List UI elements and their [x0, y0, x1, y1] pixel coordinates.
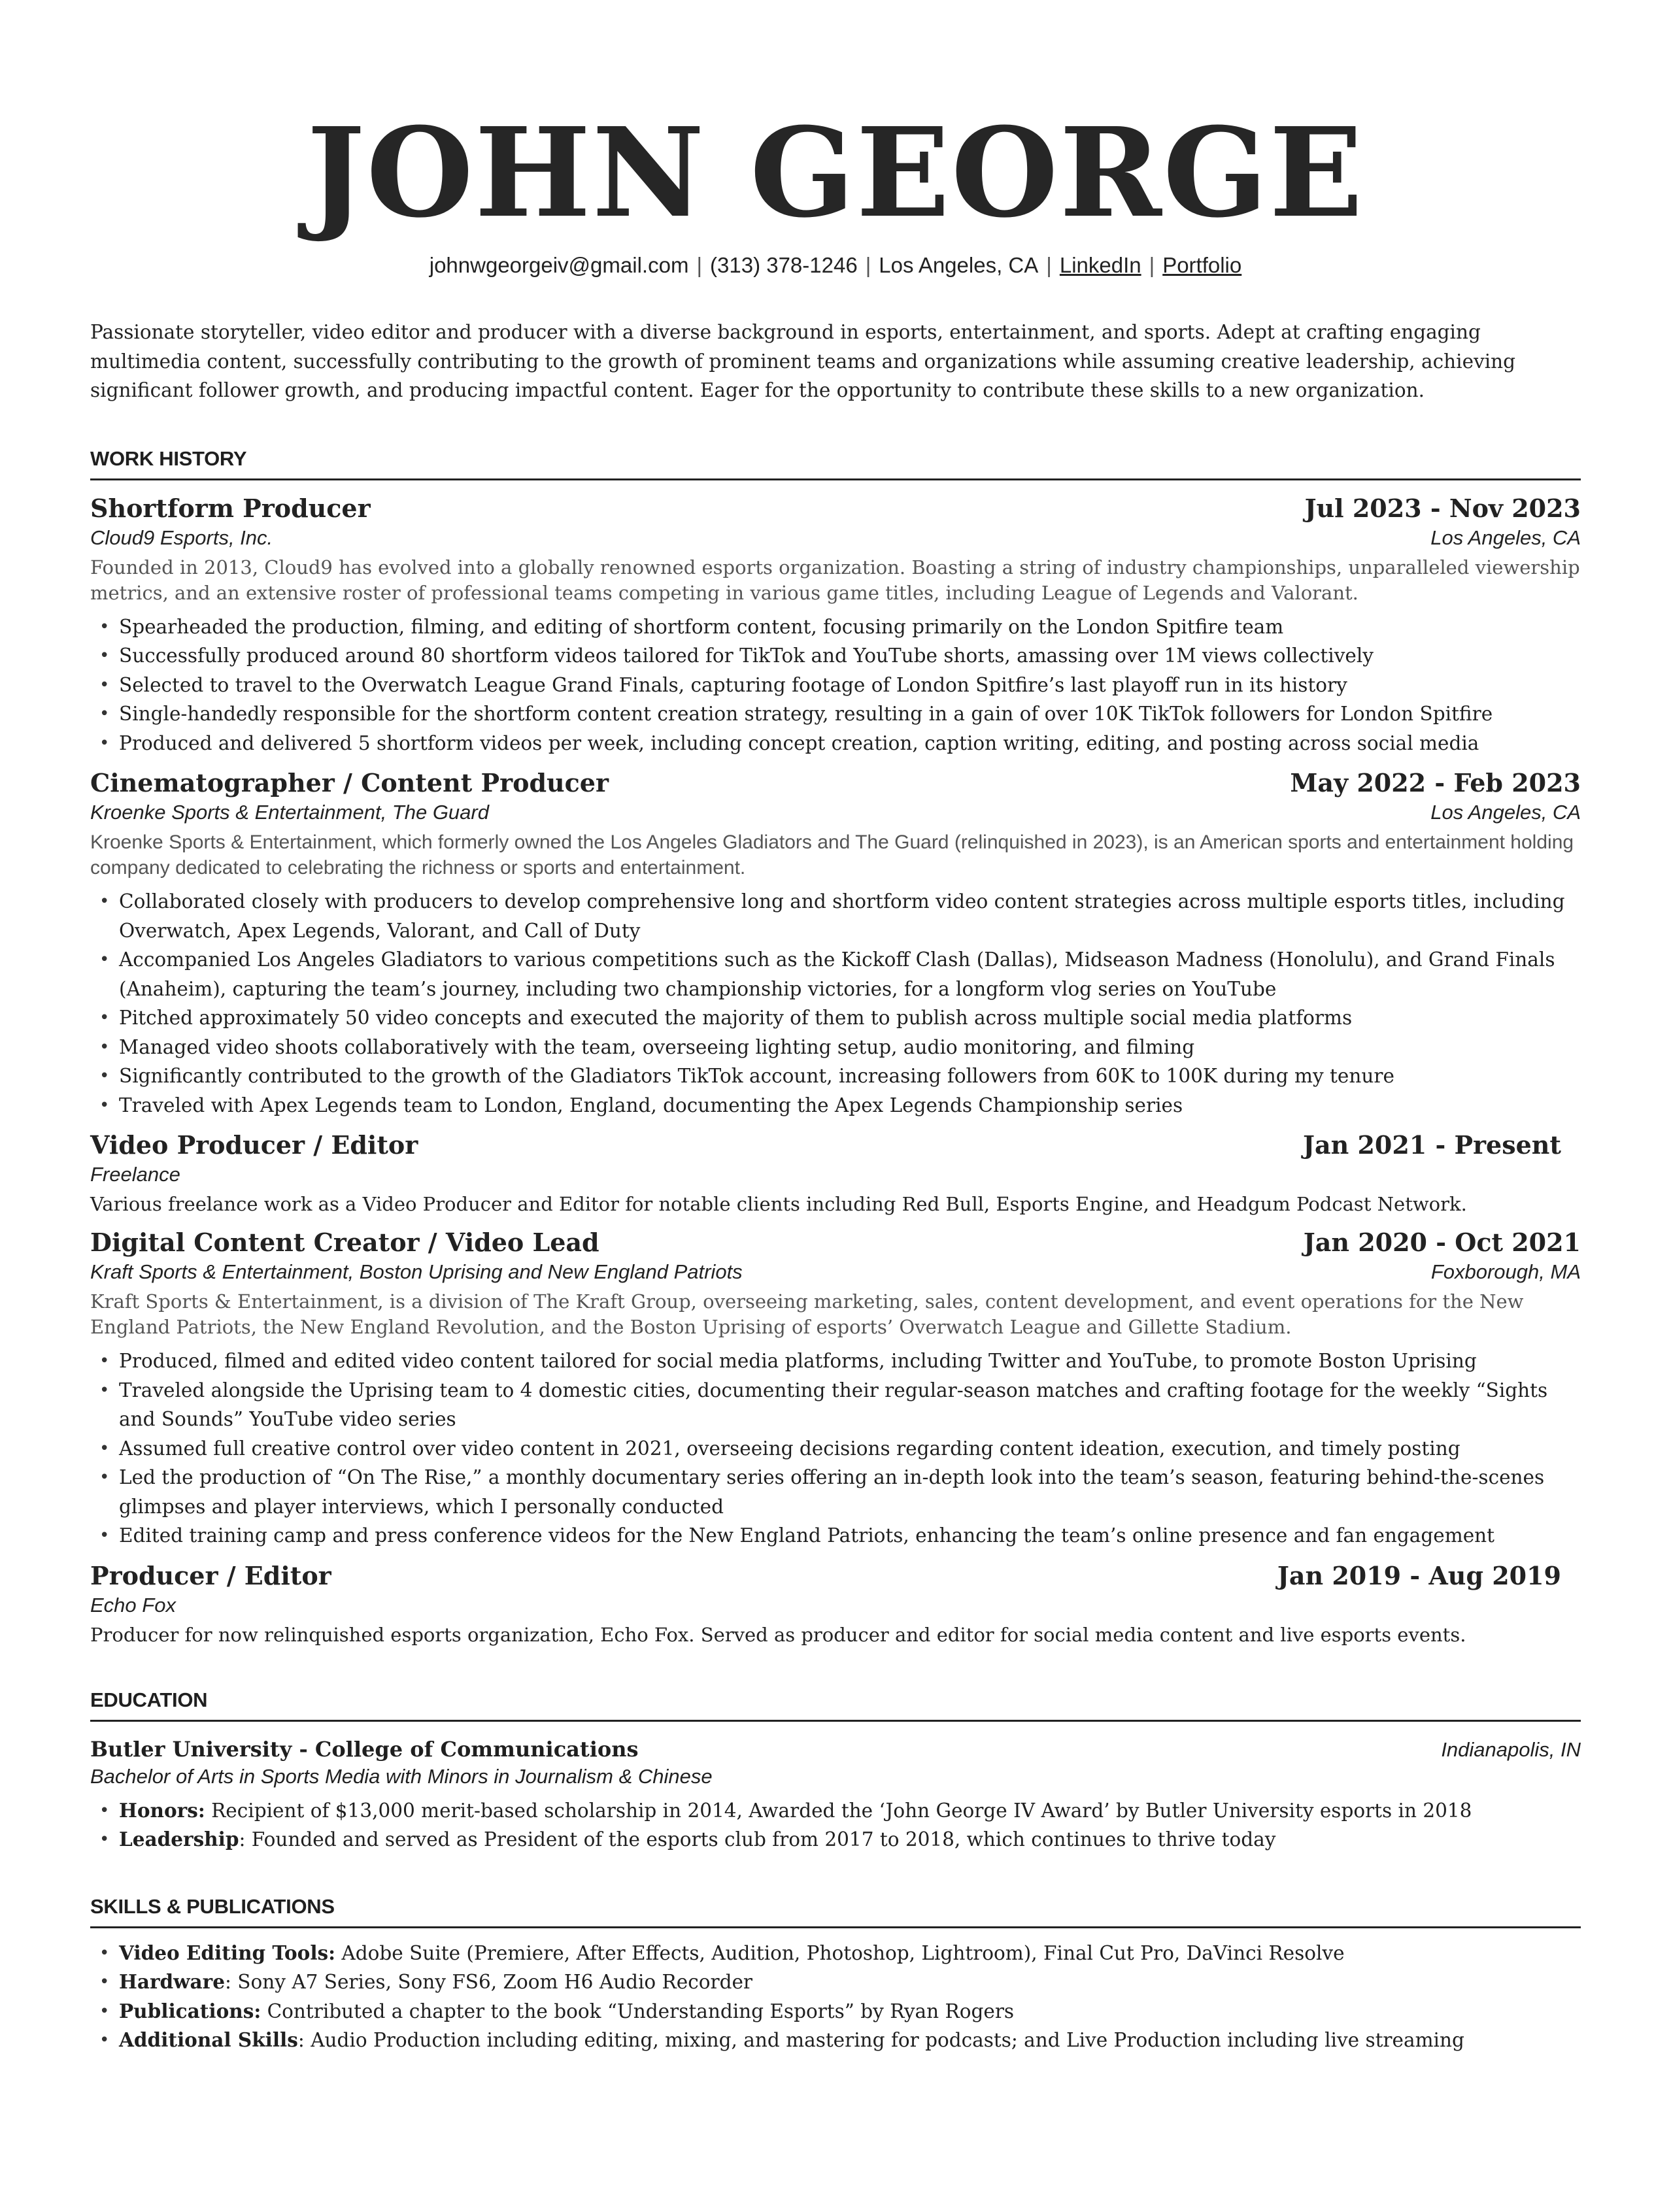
- bullet-text: Contributed a chapter to the book “Understanding Esports” by Ryan Rogers: [261, 2000, 1015, 2022]
- bullet-lead: Publications:: [119, 1999, 262, 2022]
- job-description: Kroenke Sports & Entertainment, which formerly owned the Los Angeles Gladiators and The Guard (relinquished in 2023), is an American sports and entertainment holding company dedicated to celebrating the richness or sports and entertainment.: [90, 831, 1574, 879]
- portfolio-link[interactable]: Portfolio: [1162, 253, 1242, 277]
- list-item: [90, 1796, 1581, 1826]
- job-bullets: [90, 887, 1581, 1120]
- job-location: Los Angeles, CA: [1430, 801, 1581, 824]
- job-organization: Echo Fox: [90, 1593, 176, 1617]
- list-item: • Selected to travel to the Overwatch League Grand Finals, capturing footage of London Spitfire’s last playoff run in its history: [90, 671, 1581, 700]
- job-dates: Jan 2020 - Oct 2021: [1303, 1228, 1581, 1257]
- contact-location: Los Angeles, CA: [879, 253, 1039, 277]
- work-history-heading: WORK HISTORY: [90, 446, 1581, 480]
- list-item: • Significantly contributed to the growth of the Gladiators TikTok account, increasing followers from 60K to 100K during my tenure: [90, 1062, 1581, 1091]
- job-title: Cinematographer / Content Producer: [90, 768, 609, 797]
- job-organization: Kraft Sports & Entertainment, Boston Uprising and New England Patriots: [90, 1260, 743, 1283]
- bullet-lead: Additional Skills: [119, 2028, 298, 2051]
- linkedin-link[interactable]: LinkedIn: [1059, 253, 1141, 277]
- job-title: Shortform Producer: [90, 493, 371, 523]
- list-item: [90, 1825, 1581, 1854]
- contact-email[interactable]: johnwgeorgeiv@gmail.com: [429, 253, 689, 277]
- contact-separator: |: [1046, 253, 1052, 277]
- job-location: Foxborough, MA: [1430, 1260, 1581, 1283]
- bullet-lead: Leadership: [119, 1828, 239, 1851]
- list-item: [90, 1968, 1581, 1997]
- list-item: • Managed video shoots collaboratively with the team, overseeing lighting setup, audio monitoring, and filming: [90, 1033, 1581, 1062]
- list-item: • Led the production of “On The Rise,” a monthly documentary series offering an in-depth look into the team’s season, featuring behind-the-scenes glimpses and player interviews, which I personally conducted: [90, 1463, 1581, 1521]
- job-title: Digital Content Creator / Video Lead: [90, 1228, 599, 1257]
- job-organization: Cloud9 Esports, Inc.: [90, 526, 273, 549]
- bullet-text: : Sony A7 Series, Sony FS6, Zoom H6 Audio Recorder: [224, 1971, 753, 1993]
- bullet-lead: Honors:: [119, 1798, 205, 1822]
- job-bullets: [90, 612, 1581, 758]
- education-heading: EDUCATION: [90, 1687, 1581, 1722]
- degree: Bachelor of Arts in Sports Media with Minors in Journalism & Chinese: [90, 1764, 713, 1788]
- bullet-text: Recipient of $13,000 merit-based scholarship in 2014, Awarded the ‘John George IV Award’ by Butler University esports in 2018: [205, 1799, 1472, 1822]
- job-dates: Jul 2023 - Nov 2023: [1304, 493, 1581, 523]
- job-entry: [90, 1226, 1581, 1550]
- bullet-text: : Audio Production including editing, mixing, and mastering for podcasts; and Live Production including live streaming: [297, 2029, 1464, 2051]
- contact-separator: |: [1149, 253, 1155, 277]
- contact-separator: |: [865, 253, 871, 277]
- job-bullets: [90, 1347, 1581, 1550]
- list-item: • Traveled alongside the Uprising team to 4 domestic cities, documenting their regular-season matches and crafting footage for the weekly “Sights and Sounds” YouTube video series: [90, 1376, 1581, 1434]
- education-bullets: [90, 1796, 1581, 1854]
- job-title: Producer / Editor: [90, 1560, 331, 1590]
- job-entry: [90, 1560, 1581, 1648]
- contact-phone[interactable]: (313) 378-1246: [710, 253, 858, 277]
- skills-heading: SKILLS & PUBLICATIONS: [90, 1894, 1581, 1928]
- job-description: Producer for now relinquished esports organization, Echo Fox. Served as producer and editor for social media content and live esports events.: [90, 1623, 1466, 1646]
- list-item: • Traveled with Apex Legends team to London, England, documenting the Apex Legends Championship series: [90, 1091, 1581, 1120]
- list-item: • Assumed full creative control over video content in 2021, overseeing decisions regarding content ideation, execution, and timely posting: [90, 1434, 1581, 1464]
- job-description: Various freelance work as a Video Producer and Editor for notable clients including Red Bull, Esports Engine, and Headgum Podcast Network.: [90, 1193, 1467, 1215]
- job-organization: Kroenke Sports & Entertainment, The Guard: [90, 801, 489, 824]
- list-item: [90, 2026, 1581, 2055]
- job-entry: [90, 492, 1581, 758]
- school-name: Butler University - College of Communications: [90, 1736, 639, 1762]
- list-item: • Edited training camp and press conference videos for the New England Patriots, enhancing the team’s online presence and fan engagement: [90, 1521, 1581, 1550]
- list-item: • Collaborated closely with producers to develop comprehensive long and shortform video content strategies across multiple esports titles, including Overwatch, Apex Legends, Valorant, and Call of Duty: [90, 887, 1581, 945]
- contact-separator: |: [696, 253, 703, 277]
- list-item: • Accompanied Los Angeles Gladiators to various competitions such as the Kickoff Clash (Dallas), Midseason Madness (Honolulu), and Grand Finals (Anaheim), capturing the team’s journey, including two championship victories, for a longform vlog series on YouTube: [90, 945, 1581, 1003]
- bullet-lead: Hardware: [119, 1970, 225, 1993]
- job-dates: May 2022 - Feb 2023: [1290, 768, 1581, 797]
- bullet-text: : Founded and served as President of the esports club from 2017 to 2018, which continues to thrive today: [239, 1828, 1276, 1851]
- list-item: • Spearheaded the production, filming, and editing of shortform content, focusing primarily on the London Spitfire team: [90, 612, 1581, 642]
- professional-summary: Passionate storyteller, video editor and producer with a diverse background in esports, entertainment, and sports. Adept at crafting engaging multimedia content, successfully contributing to the growth of prominent teams and organizations while assuming creative leadership, achieving significant follower growth, and producing impactful content. Eager for the opportunity to contribute these skills to a new organization.: [90, 321, 1516, 401]
- list-item: • Pitched approximately 50 video concepts and executed the majority of them to publish across multiple social media platforms: [90, 1003, 1581, 1033]
- candidate-name: JOHN GEORGE: [307, 101, 1364, 245]
- job-dates: Jan 2021 - Present: [1303, 1130, 1561, 1160]
- job-location: Los Angeles, CA: [1430, 526, 1581, 549]
- bullet-text: Adobe Suite (Premiere, After Effects, Audition, Photoshop, Lightroom), Final Cut Pro, DaVinci Resolve: [335, 1941, 1345, 1964]
- contact-line: [90, 251, 1581, 280]
- skills-bullets: [90, 1939, 1581, 2055]
- list-item: [90, 1939, 1581, 1968]
- job-entry: [90, 767, 1581, 1120]
- list-item: • Produced, filmed and edited video content tailored for social media platforms, including Twitter and YouTube, to promote Boston Uprising: [90, 1347, 1581, 1376]
- list-item: [90, 1997, 1581, 2026]
- job-dates: Jan 2019 - Aug 2019: [1277, 1560, 1561, 1590]
- job-description: Kraft Sports & Entertainment, is a division of The Kraft Group, overseeing marketing, sales, content development, and event operations for the New England Patriots, the New England Revolution, and the Boston Uprising of esports’ Overwatch League and Gillette Stadium.: [90, 1290, 1524, 1338]
- job-entry: [90, 1129, 1581, 1217]
- bullet-lead: Video Editing Tools:: [119, 1941, 336, 1964]
- school-location: Indianapolis, IN: [1441, 1737, 1581, 1761]
- list-item: • Single-handedly responsible for the shortform content creation strategy, resulting in a gain of over 10K TikTok followers for London Spitfire: [90, 699, 1581, 729]
- list-item: • Produced and delivered 5 shortform videos per week, including concept creation, caption writing, editing, and posting across social media: [90, 729, 1581, 758]
- job-description: Founded in 2013, Cloud9 has evolved into a globally renowned esports organization. Boasting a string of industry championships, unparalleled viewership metrics, and an extensive roster of professional teams competing in various game titles, including League of Legends and Valorant.: [90, 556, 1580, 604]
- job-organization: Freelance: [90, 1163, 180, 1186]
- education-entry: [90, 1735, 1581, 1764]
- job-title: Video Producer / Editor: [90, 1130, 418, 1160]
- list-item: • Successfully produced around 80 shortform videos tailored for TikTok and YouTube shorts, amassing over 1M views collectively: [90, 641, 1581, 671]
